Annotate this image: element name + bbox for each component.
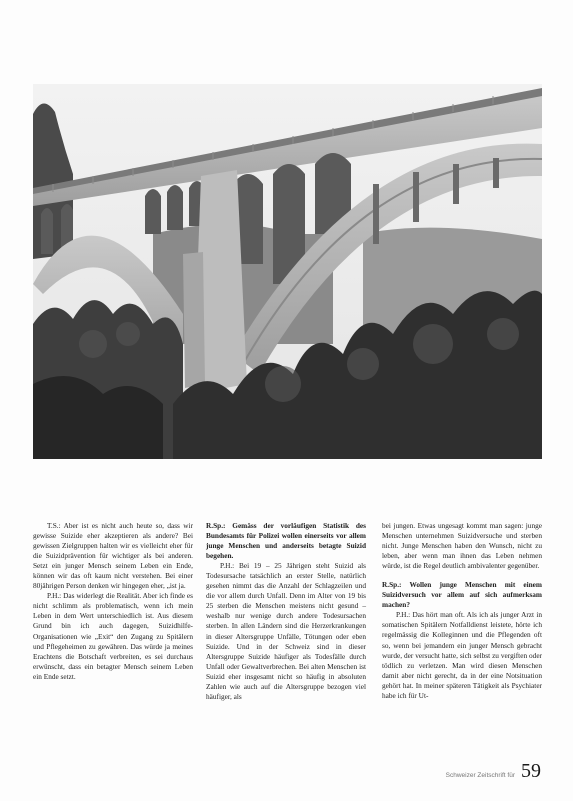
footer-source: Schweizer Zeitschrift für: [445, 772, 515, 779]
paragraph: [33, 521, 193, 591]
paragraph: bei jungen. Etwas ungesagt kommt man sagen: junge Menschen unternehmen Suizidversuche und sterben nicht. Junge Menschen haben den Wunsch, nicht zu leben, aber wenn man ihnen das Leben nehmen würde, ist die Regel deutlich ambivalenter gegenüber.: [382, 521, 542, 571]
bridge-photo-icon: [33, 84, 542, 459]
bridge-photo: [33, 84, 542, 459]
paragraph-text: P.H.: Das widerlegt die Realität. Aber ich finde es nicht schlimm als problematisch, wenn ich mein Leben in dem Wert unterschiedlich ist. Aus diesem Grund bin ich auch dagegen, Suizidhilfe-Organisationen wie „Exit“ den Zugang zu Spitälern und Pflegeheimen zu gewähren. Das würde ja meines Erachtens die Botschaft verbreiten, es sei durchaus erwünscht, dass ein betagter Mensch seinem Leben ein Ende setzt.: [33, 591, 193, 681]
paragraph: [33, 591, 193, 681]
text-column-right: [382, 521, 542, 701]
text-column-middle: [206, 521, 366, 702]
paragraph-text: T.S.: Aber ist es nicht auch heute so, dass wir gewisse Suizide eher akzeptieren als andere? Bei gewissen Zielgruppen halten wir es vielleicht eher für die Suizidprävention für wichtiger als bei anderen. Setzt ein junger Mensch seinem Leben ein Ende, können wir das oft kaum nicht verstehen. Bei einer 80jährigen Person denken wir hingegen eher, „ist ja.: [33, 521, 193, 591]
paragraph-text: P.H.: Bei 19 – 25 Jährigen steht Suizid als Todesursache tatsächlich an erster Stelle, natürlich gesehen nimmt das die Anzahl der Schlagzeilen und die vor allem durch Unfall. Denn im Alter von 19 bis 25 sterben die Menschen meistens nicht gesund – weshalb nur wenige durch andere Todesursachen sterben. In allen Ländern sind die Herzerkrankungen in dieser Altersgruppe Unfälle, Tötungen oder eben Suizide. Und in der Schweiz sind in dieser Altersgruppe Suizide häufiger als Todesfälle durch Unfall oder Gewaltverbrechen. Bei alten Menschen ist Suizid eher insgesamt nicht so häufig in absoluten Zahlen wie auch auf die Altersgruppe bezogen viel häufiger, als: [206, 561, 366, 701]
paragraph-text: P.H.: Das hört man oft. Als ich als junger Arzt in somatischen Spitälern Notfalldienst leistete, hörte ich regelmässig die Kolleginnen und die Pflegenden oft so, wenn bei jemandem ein junger Mensch gebracht wurde, der versucht hatte, sich selbst zu vergiften oder tödlich zu verletzen. Man wird diesen Menschen damit aber nicht gerecht, da in der eine Notsituation gehört hat. In meiner späteren Tätigkeit als Psychiater habe ich für Ut-: [382, 610, 542, 700]
page-number: 59: [521, 760, 541, 782]
question: R.Sp.: Gemäss der vorläufigen Statistik des Bundesamts für Polizei wollen einerseits vor allem junge Menschen und anderseits betagte Suizid begehen.: [206, 521, 366, 561]
paragraph: [382, 610, 542, 700]
question: R.Sp.: Wollen junge Menschen mit einem Suizidversuch vor allem auf sich aufmerksam machen?: [382, 580, 542, 610]
page-footer: [446, 760, 541, 783]
text-column-left: [33, 521, 193, 682]
paragraph: [206, 561, 366, 702]
